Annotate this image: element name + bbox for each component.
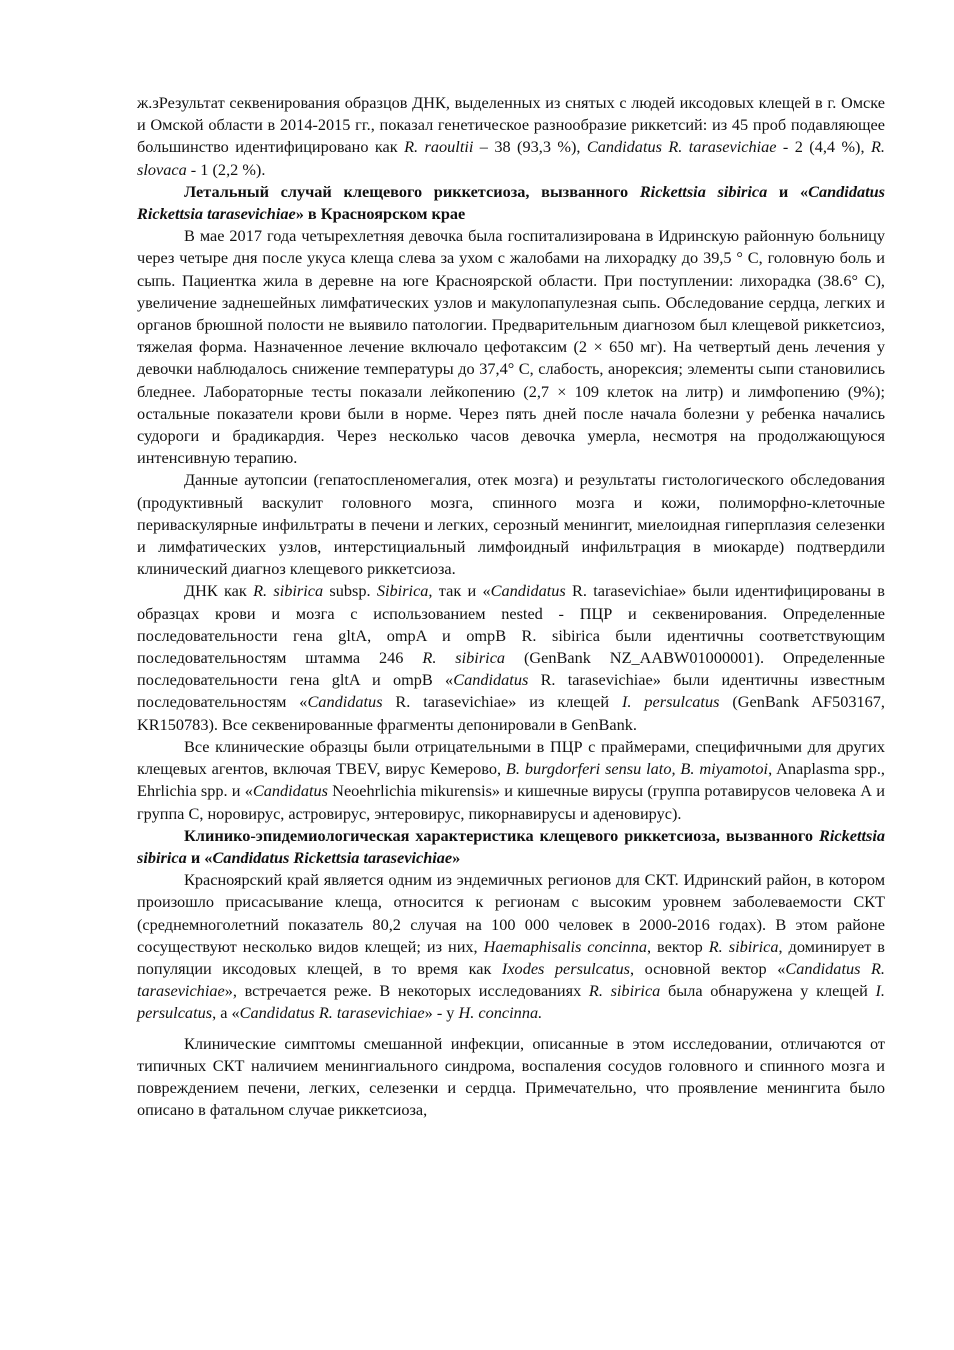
text-run: R. tarasevichiae» из клещей: [382, 692, 622, 712]
text-run: »: [452, 847, 461, 867]
italic-run: R. sibirica: [422, 648, 506, 668]
text-run: так и «: [432, 581, 491, 601]
italic-run: Candidatus R. tarasevichiae: [586, 137, 777, 157]
italic-run: Rickettsia sibirica: [137, 825, 885, 867]
italic-run: Candidatus: [453, 670, 529, 690]
italic-run: R. slovaca: [137, 137, 885, 179]
text-run: », встречается реже. В некоторых исследованиях: [224, 981, 589, 1001]
italic-run: I. persulcatus: [137, 981, 885, 1023]
text-run: , основной вектор «: [630, 958, 786, 978]
text-run: – 38 (93,3 %),: [473, 137, 587, 157]
text-run: , доминирует в популяции иксодовых клещей, в то время как: [137, 936, 885, 978]
paragraph: [137, 736, 885, 825]
text-run: Клинические симптомы смешанной инфекции, описанные в этом исследовании, отличаются от типичных СКТ наличием менингиального синдрома, воспаления сосудов головного и спинного мозга и повреждением печени, легких, селезенки и сердца. Примечательно, что проявление менингита было описано в фатальном случае риккетсиоза,: [137, 1033, 885, 1120]
text-run: , а «: [212, 1003, 240, 1023]
italic-run: B. burgdorferi sensu lato, B. miyamotoi: [505, 759, 769, 779]
text-run: Все клинические образцы были отрицательными в ПЦР с праймерами, специфичными для других клещевых агентов, включая TBEV, вирус Кемерово,: [137, 736, 885, 779]
text-run: R. tarasevichiae» были идентифицированы в образцах крови и мозга с использованием nested - ПЦР и секвенирования. Определенные последовательности гена gltA, ompA и ompB R. sibirica были идентичны соответствующим последовательностям штамма 246: [137, 581, 885, 668]
paragraph: [137, 92, 885, 181]
italic-run: Candidatus R. tarasevichiae: [239, 1003, 425, 1023]
italic-run: Candidatus: [307, 692, 383, 712]
text-run: subsp.: [323, 581, 377, 601]
italic-run: I. persulcatus: [621, 692, 720, 712]
text-run: В мае 2017 года четырехлетняя девочка была госпитализирована в Идринскую районную больницу через четыре дня после укуса клеща слева за ухом с жалобами на лихорадку до 39,5 ° С, головную боль и сыпь. Пациентка жила в деревне на юге Красноярской области. При поступлении: лихорадка (38.6° С), увеличение заднешейных лимфатических узлов и макулопапулезная сыпь. Обследование сердца, легких и органов брюшной полости не выявило патологии. Предварительным диагнозом был клещевой риккетсиоз, тяжелая форма. Назначенное лечение включало цефотаксим (2 × 650 мг). На четвертый день лечения у девочки наблюдалось снижение температуры до 37,4° С, слабость, анорексия; элементы сыпи становились бледнее. Лабораторные тесты показали лейкопению (2,7 × 109 клеток на литр) и лимфопению (9%); остальные показатели крови были в норме. Через пять дней после начала болезни у ребенка начались судороги и брадикардия. Через несколько часов девочка умерла, несмотря на продолжающуюся интенсивную терапию.: [137, 226, 885, 468]
text-run: была обнаружена у клещей: [660, 981, 876, 1001]
text-run: и «: [767, 181, 809, 201]
text-run: Клинико-эпидемиологическая характеристика клещевого риккетсиоза, вызванного: [184, 825, 819, 845]
italic-run: Rickettsia sibirica: [639, 181, 768, 201]
text-run: - 1 (2,2 %).: [186, 159, 266, 179]
text-run: Neoehrlichia mikurensis» и кишечные вирусы (группа ротавирусов человека А и группа С, норовирус, астровирус, энтеровирус, пикорнавирусы и аденовирус).: [137, 781, 885, 823]
text-run: , Anaplasma spp., Ehrlichia spp. и «: [137, 759, 885, 801]
italic-run: H. concinna.: [458, 1003, 543, 1023]
italic-run: R. sibirica: [708, 936, 779, 956]
italic-run: Haemaphisalis concinna: [483, 936, 647, 956]
text-run: ДНК как: [184, 581, 254, 601]
text-run: Данные аутопсии (гепатоспленомегалия, отек мозга) и результаты гистологического обследования (продуктивный васкулит головного мозга, спинного мозга и кожи, полиморфно-клеточные периваскулярные инфильтраты в печени и легких, серозный менингит, миелоидная гиперплазия селезенки и лимфатических узлов, интерстициальный лимфоидный инфильтрация в миокарде) подтвердили клинический диагноз клещевого риккетсиоза.: [137, 470, 885, 579]
text-run: и «: [186, 847, 213, 867]
document-page: [137, 92, 885, 1121]
text-run: R. tarasevichiae» были идентичны известным последовательностям «: [137, 670, 885, 712]
italic-run: R. sibirica: [588, 981, 661, 1001]
section-heading: [137, 825, 885, 869]
text-run: » в Красноярском крае: [295, 204, 466, 224]
text-run: , вектор: [646, 936, 709, 956]
italic-run: Sibirica,: [376, 581, 433, 601]
text-run: » - у: [424, 1003, 459, 1023]
italic-run: Ixodes persulcatus: [501, 958, 630, 978]
italic-run: R. sibirica: [253, 581, 324, 601]
paragraph: [137, 225, 885, 469]
text-run: (GenBank AF503167, KR150783). Все секвенированные фрагменты депонировали в GenBank.: [137, 692, 885, 734]
italic-run: Candidatus R. tarasevichiae: [137, 958, 885, 1001]
italic-run: Candidatus: [252, 781, 328, 801]
text-run: Летальный случай клещевого риккетсиоза, вызванного: [184, 181, 640, 201]
paragraph: [137, 580, 885, 735]
paragraph: [137, 869, 885, 1024]
text-run: ж.зРезультат секвенирования образцов ДНК, выделенных из снятых с людей иксодовых клещей в г. Омске и Омской области в 2014-2015 гг., показал генетическое разнообразие риккетсий: из 45 проб подавляющее большинство идентифицировано как: [137, 93, 885, 157]
section-heading: [137, 181, 885, 225]
paragraph: [137, 469, 885, 580]
italic-run: Candidatus Rickettsia tarasevichiae: [137, 181, 886, 224]
text-run: Красноярский край является одним из эндемичных регионов для СКТ. Идринский район, в котором произошло присасывание клеща, относится к регионам с высоким уровнем заболеваемости СКТ (среднемноголетний показатель 80,2 случая на 100 000 человек в 2000-2016 годах). В этом районе сосуществуют несколько видов клещей; из них,: [137, 870, 885, 956]
text-run: - 2 (4,4 %),: [776, 137, 871, 157]
text-run: (GenBank NZ_AABW01000001). Определенные последовательности гена gltA и ompB «: [137, 648, 886, 690]
paragraph: [137, 1033, 885, 1122]
italic-run: R. raoultii: [404, 137, 474, 157]
italic-run: Candidatus Rickettsia tarasevichiae: [212, 847, 453, 867]
italic-run: Candidatus: [490, 581, 566, 601]
